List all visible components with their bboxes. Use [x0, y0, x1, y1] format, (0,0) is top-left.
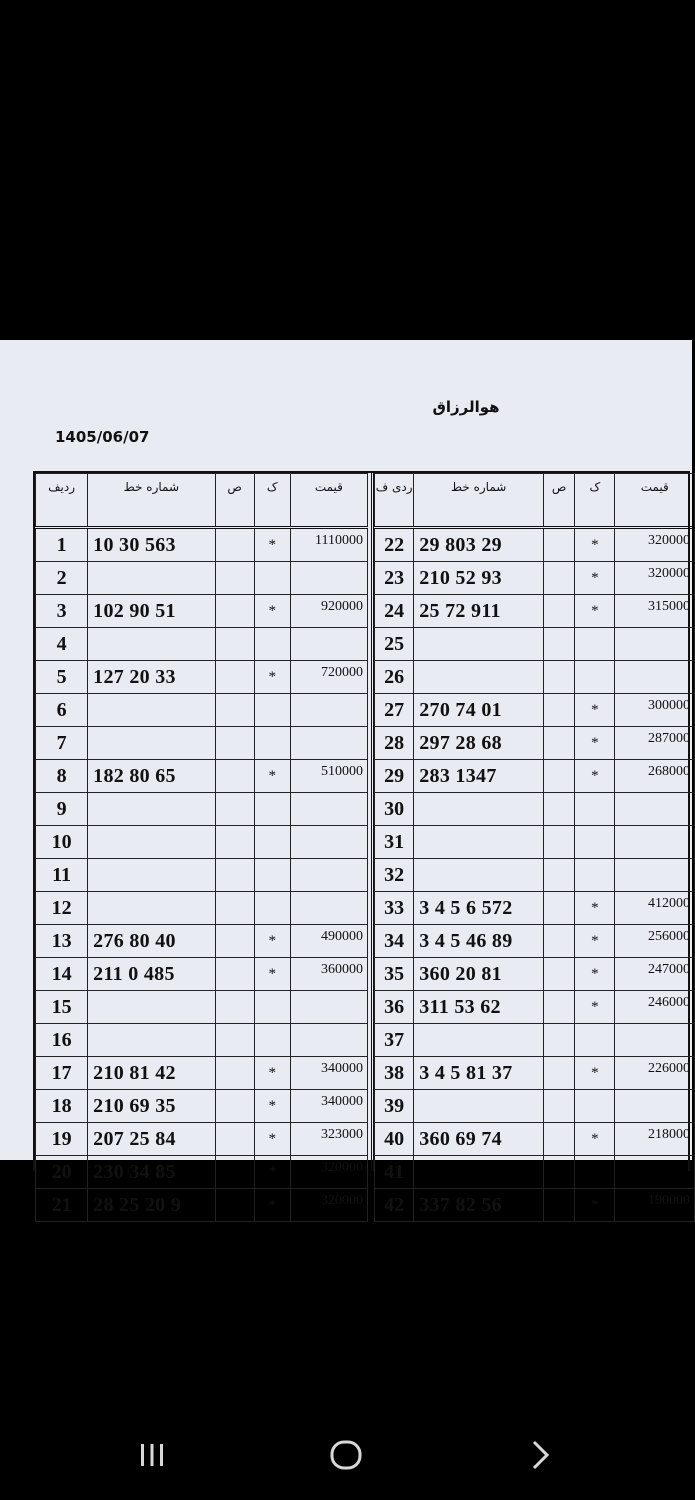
document-heading: هوالرزاق — [432, 398, 500, 416]
price-cell — [290, 727, 367, 760]
s-cell — [544, 1156, 575, 1189]
line-number-cell: 182 80 65 — [88, 760, 215, 793]
line-number-cell: 127 20 33 — [88, 661, 215, 694]
s-cell — [544, 1189, 575, 1222]
line-number-cell — [88, 991, 215, 1024]
price-cell: 190000 — [615, 1189, 695, 1222]
s-cell — [215, 595, 254, 628]
header-k: ک — [575, 474, 615, 528]
price-cell — [290, 793, 367, 826]
row-number-cell: 39 — [375, 1090, 414, 1123]
row-number-cell: 6 — [36, 694, 88, 727]
table-row — [375, 694, 695, 727]
row-number-cell: 9 — [36, 793, 88, 826]
k-mark-cell: * — [254, 760, 290, 793]
header-s: ص — [215, 474, 254, 528]
k-mark-cell: * — [575, 991, 615, 1024]
price-cell: 340000 — [290, 1057, 367, 1090]
price-cell: 490000 — [290, 925, 367, 958]
android-navigation-bar — [0, 1415, 692, 1500]
price-cell: 247000 — [615, 958, 695, 991]
s-cell — [215, 694, 254, 727]
row-number-cell: 13 — [36, 925, 88, 958]
table-left-half — [35, 473, 368, 1216]
s-cell — [215, 859, 254, 892]
line-number-cell: 283 1347 — [414, 760, 544, 793]
line-number-cell — [414, 628, 544, 661]
k-mark-cell: * — [254, 528, 290, 562]
s-cell — [215, 760, 254, 793]
price-cell: 226000 — [615, 1057, 695, 1090]
line-number-cell — [414, 1156, 544, 1189]
row-number-cell: 27 — [375, 694, 414, 727]
price-cell — [615, 859, 695, 892]
home-button[interactable] — [306, 1415, 386, 1495]
table-row — [375, 595, 695, 628]
row-number-cell: 16 — [36, 1024, 88, 1057]
table-row — [36, 1189, 368, 1222]
s-cell — [544, 528, 575, 562]
price-cell: 320000 — [615, 528, 695, 562]
price-cell — [290, 562, 367, 595]
row-number-cell: 21 — [36, 1189, 88, 1222]
price-cell: 323000 — [290, 1123, 367, 1156]
k-mark-cell — [575, 661, 615, 694]
k-mark-cell — [254, 991, 290, 1024]
s-cell — [544, 793, 575, 826]
k-mark-cell: * — [254, 925, 290, 958]
back-button[interactable] — [500, 1415, 580, 1495]
k-mark-cell — [254, 1024, 290, 1057]
price-cell — [290, 859, 367, 892]
s-cell — [544, 1057, 575, 1090]
price-cell — [615, 661, 695, 694]
k-mark-cell — [575, 859, 615, 892]
s-cell — [215, 826, 254, 859]
table-row — [375, 661, 695, 694]
line-number-cell: 230 34 85 — [88, 1156, 215, 1189]
row-number-cell: 4 — [36, 628, 88, 661]
s-cell — [544, 1123, 575, 1156]
row-number-cell: 34 — [375, 925, 414, 958]
s-cell — [544, 925, 575, 958]
s-cell — [544, 826, 575, 859]
line-number-cell: 211 0 485 — [88, 958, 215, 991]
k-mark-cell: * — [254, 1156, 290, 1189]
row-number-cell: 14 — [36, 958, 88, 991]
k-mark-cell — [575, 1090, 615, 1123]
price-cell: 340000 — [290, 1090, 367, 1123]
header-price: قیمت — [290, 474, 367, 528]
table-row — [375, 958, 695, 991]
table-row — [36, 826, 368, 859]
row-number-cell: 7 — [36, 727, 88, 760]
price-cell: 920000 — [290, 595, 367, 628]
row-number-cell: 32 — [375, 859, 414, 892]
table-row — [375, 892, 695, 925]
line-number-cell: 3 4 5 6 572 — [414, 892, 544, 925]
back-icon — [524, 1439, 556, 1471]
table-row — [375, 925, 695, 958]
recent-apps-icon — [136, 1439, 168, 1471]
price-cell — [290, 892, 367, 925]
line-number-cell: 207 25 84 — [88, 1123, 215, 1156]
s-cell — [215, 892, 254, 925]
table-row — [36, 892, 368, 925]
price-cell: 412000 — [615, 892, 695, 925]
header-price: قیمت — [615, 474, 695, 528]
s-cell — [215, 1057, 254, 1090]
line-number-cell: 210 52 93 — [414, 562, 544, 595]
k-mark-cell: * — [254, 1123, 290, 1156]
row-number-cell: 12 — [36, 892, 88, 925]
k-mark-cell: * — [575, 760, 615, 793]
price-cell: 268000 — [615, 760, 695, 793]
price-cell — [615, 793, 695, 826]
k-mark-cell: * — [254, 595, 290, 628]
header-line-number: شماره خط — [88, 474, 215, 528]
price-cell: 360000 — [290, 958, 367, 991]
row-number-cell: 1 — [36, 528, 88, 562]
line-number-cell: 29 803 29 — [414, 528, 544, 562]
s-cell — [215, 562, 254, 595]
table-row — [36, 958, 368, 991]
price-cell — [290, 826, 367, 859]
s-cell — [215, 793, 254, 826]
header-row-number: ردیف — [36, 474, 88, 528]
line-number-cell — [414, 859, 544, 892]
k-mark-cell — [575, 793, 615, 826]
table-row — [36, 925, 368, 958]
row-number-cell: 42 — [375, 1189, 414, 1222]
table-row — [36, 1090, 368, 1123]
s-cell — [215, 1090, 254, 1123]
table-row — [375, 826, 695, 859]
k-mark-cell: * — [575, 1057, 615, 1090]
line-number-cell: 297 28 68 — [414, 727, 544, 760]
price-cell — [615, 826, 695, 859]
document-photo — [0, 340, 692, 1216]
price-cell: 300000 — [615, 694, 695, 727]
k-mark-cell: * — [254, 1090, 290, 1123]
table-row — [36, 760, 368, 793]
line-number-cell — [88, 628, 215, 661]
k-mark-cell: * — [575, 925, 615, 958]
price-cell — [615, 1090, 695, 1123]
k-mark-cell — [254, 562, 290, 595]
row-number-cell: 10 — [36, 826, 88, 859]
row-number-cell: 35 — [375, 958, 414, 991]
s-cell — [544, 859, 575, 892]
price-cell: 315000 — [615, 595, 695, 628]
k-mark-cell — [254, 826, 290, 859]
k-mark-cell — [254, 694, 290, 727]
price-cell — [615, 1024, 695, 1057]
table-row — [36, 528, 368, 562]
line-number-cell — [88, 694, 215, 727]
table-right-half — [371, 473, 695, 1216]
k-mark-cell — [575, 1024, 615, 1057]
k-mark-cell — [575, 826, 615, 859]
row-number-cell: 11 — [36, 859, 88, 892]
row-number-cell: 22 — [375, 528, 414, 562]
k-mark-cell: * — [575, 562, 615, 595]
line-number-cell — [414, 1090, 544, 1123]
row-number-cell: 37 — [375, 1024, 414, 1057]
row-number-cell: 40 — [375, 1123, 414, 1156]
row-number-cell: 31 — [375, 826, 414, 859]
price-cell: 218000 — [615, 1123, 695, 1156]
k-mark-cell: * — [254, 1189, 290, 1222]
s-cell — [544, 958, 575, 991]
table-row — [36, 562, 368, 595]
k-mark-cell — [254, 727, 290, 760]
line-number-cell — [414, 661, 544, 694]
table-row — [375, 1156, 695, 1189]
line-number-cell: 311 53 62 — [414, 991, 544, 1024]
price-cell — [615, 1156, 695, 1189]
s-cell — [215, 925, 254, 958]
table-row — [375, 528, 695, 562]
s-cell — [215, 1156, 254, 1189]
table-row — [375, 991, 695, 1024]
k-mark-cell: * — [575, 727, 615, 760]
table-row — [375, 628, 695, 661]
row-number-cell: 41 — [375, 1156, 414, 1189]
table-row — [375, 1024, 695, 1057]
line-number-cell — [414, 826, 544, 859]
table-row — [375, 1123, 695, 1156]
k-mark-cell: * — [575, 1189, 615, 1222]
s-cell — [544, 628, 575, 661]
s-cell — [544, 661, 575, 694]
row-number-cell: 3 — [36, 595, 88, 628]
header-row-number: ردی ف — [375, 474, 414, 528]
table-row — [375, 1057, 695, 1090]
k-mark-cell: * — [575, 1123, 615, 1156]
s-cell — [544, 760, 575, 793]
line-number-cell — [88, 859, 215, 892]
price-cell: 320000 — [290, 1189, 367, 1222]
s-cell — [215, 1024, 254, 1057]
line-number-cell — [88, 1024, 215, 1057]
header-s: ص — [544, 474, 575, 528]
k-mark-cell — [575, 628, 615, 661]
k-mark-cell: * — [575, 958, 615, 991]
table-row — [375, 760, 695, 793]
price-cell: 320000 — [290, 1156, 367, 1189]
price-cell — [290, 694, 367, 727]
table-row — [375, 859, 695, 892]
row-number-cell: 24 — [375, 595, 414, 628]
row-number-cell: 18 — [36, 1090, 88, 1123]
row-number-cell: 33 — [375, 892, 414, 925]
line-number-cell: 102 90 51 — [88, 595, 215, 628]
document-date: 1405/06/07 — [55, 428, 150, 446]
row-number-cell: 28 — [375, 727, 414, 760]
header-k: ک — [254, 474, 290, 528]
line-number-cell — [414, 793, 544, 826]
line-number-cell: 3 4 5 46 89 — [414, 925, 544, 958]
s-cell — [215, 1123, 254, 1156]
table-row — [36, 1123, 368, 1156]
price-cell: 510000 — [290, 760, 367, 793]
k-mark-cell — [254, 628, 290, 661]
s-cell — [544, 562, 575, 595]
k-mark-cell: * — [575, 528, 615, 562]
s-cell — [215, 991, 254, 1024]
k-mark-cell: * — [254, 1057, 290, 1090]
table-row — [36, 859, 368, 892]
table-row — [375, 562, 695, 595]
row-number-cell: 38 — [375, 1057, 414, 1090]
line-number-cell: 10 30 563 — [88, 528, 215, 562]
s-cell — [215, 727, 254, 760]
table-row — [36, 694, 368, 727]
header-line-number: شماره خط — [414, 474, 544, 528]
line-number-cell: 25 72 911 — [414, 595, 544, 628]
k-mark-cell — [254, 859, 290, 892]
line-number-cell — [414, 1024, 544, 1057]
price-cell — [290, 991, 367, 1024]
line-number-cell: 210 69 35 — [88, 1090, 215, 1123]
k-mark-cell — [575, 1156, 615, 1189]
row-number-cell: 2 — [36, 562, 88, 595]
s-cell — [215, 1189, 254, 1222]
table-row — [36, 661, 368, 694]
row-number-cell: 30 — [375, 793, 414, 826]
line-number-cell: 3 4 5 81 37 — [414, 1057, 544, 1090]
price-cell — [290, 1024, 367, 1057]
price-cell: 256000 — [615, 925, 695, 958]
line-number-cell: 360 20 81 — [414, 958, 544, 991]
line-number-cell: 276 80 40 — [88, 925, 215, 958]
s-cell — [215, 661, 254, 694]
row-number-cell: 36 — [375, 991, 414, 1024]
price-cell: 320000 — [615, 562, 695, 595]
table-row — [36, 1156, 368, 1189]
table-row — [375, 1090, 695, 1123]
row-number-cell: 26 — [375, 661, 414, 694]
price-cell: 720000 — [290, 661, 367, 694]
phone-numbers-table — [33, 471, 690, 1216]
row-number-cell: 19 — [36, 1123, 88, 1156]
row-number-cell: 23 — [375, 562, 414, 595]
table-row — [36, 1024, 368, 1057]
table-row — [375, 727, 695, 760]
row-number-cell: 5 — [36, 661, 88, 694]
line-number-cell — [88, 892, 215, 925]
s-cell — [544, 991, 575, 1024]
row-number-cell: 29 — [375, 760, 414, 793]
table-row — [36, 727, 368, 760]
table-row — [36, 628, 368, 661]
row-number-cell: 15 — [36, 991, 88, 1024]
recent-apps-button[interactable] — [112, 1415, 192, 1495]
price-cell: 246000 — [615, 991, 695, 1024]
line-number-cell: 360 69 74 — [414, 1123, 544, 1156]
s-cell — [215, 628, 254, 661]
price-cell — [615, 628, 695, 661]
price-cell: 1110000 — [290, 528, 367, 562]
row-number-cell: 25 — [375, 628, 414, 661]
line-number-cell — [88, 793, 215, 826]
table-row — [36, 1057, 368, 1090]
s-cell — [544, 1090, 575, 1123]
k-mark-cell — [254, 793, 290, 826]
row-number-cell: 8 — [36, 760, 88, 793]
row-number-cell: 20 — [36, 1156, 88, 1189]
price-cell: 287000 — [615, 727, 695, 760]
table-row — [36, 991, 368, 1024]
k-mark-cell: * — [254, 661, 290, 694]
s-cell — [215, 958, 254, 991]
line-number-cell: 337 82 56 — [414, 1189, 544, 1222]
k-mark-cell — [254, 892, 290, 925]
table-row — [36, 793, 368, 826]
s-cell — [544, 694, 575, 727]
row-number-cell: 17 — [36, 1057, 88, 1090]
table-row — [36, 595, 368, 628]
table-row — [375, 1189, 695, 1222]
line-number-cell — [88, 562, 215, 595]
line-number-cell — [88, 826, 215, 859]
home-icon — [328, 1437, 364, 1473]
table-row — [375, 793, 695, 826]
line-number-cell: 28 25 20 9 — [88, 1189, 215, 1222]
k-mark-cell: * — [575, 694, 615, 727]
s-cell — [544, 892, 575, 925]
s-cell — [544, 1024, 575, 1057]
line-number-cell — [88, 727, 215, 760]
k-mark-cell: * — [575, 892, 615, 925]
price-cell — [290, 628, 367, 661]
line-number-cell: 210 81 42 — [88, 1057, 215, 1090]
k-mark-cell: * — [254, 958, 290, 991]
s-cell — [544, 727, 575, 760]
line-number-cell: 270 74 01 — [414, 694, 544, 727]
s-cell — [215, 528, 254, 562]
k-mark-cell: * — [575, 595, 615, 628]
s-cell — [544, 595, 575, 628]
